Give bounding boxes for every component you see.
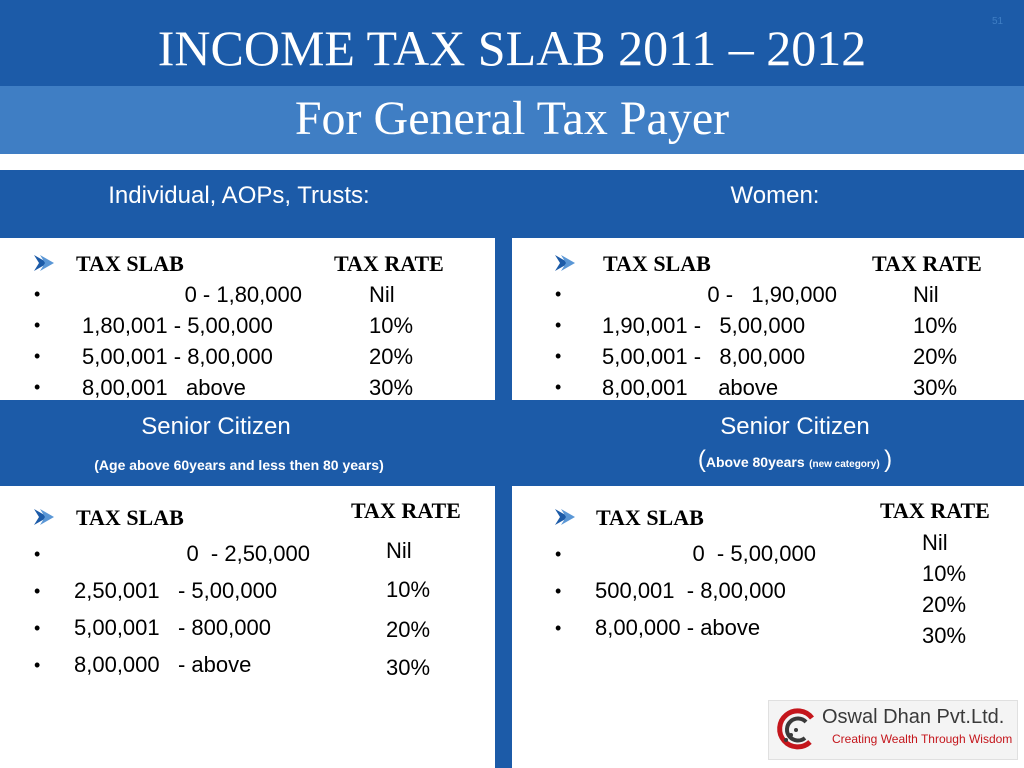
bullet: • bbox=[34, 618, 41, 638]
very-senior-slab-1: 0 - 5,00,000 bbox=[692, 541, 816, 566]
bullet: • bbox=[555, 581, 562, 601]
chevron-right-icon bbox=[555, 254, 579, 272]
individual-rate-2: 10% bbox=[369, 313, 414, 338]
very-senior-rate-1: Nil bbox=[922, 530, 948, 555]
bullet: • bbox=[34, 544, 41, 564]
bullet: • bbox=[34, 377, 41, 397]
chevron-right-icon bbox=[555, 508, 579, 526]
senior-age-note: (Age above 60years and less then 80 years) bbox=[94, 457, 384, 473]
bullet: • bbox=[555, 377, 562, 397]
senior-rate-2: 10% bbox=[386, 577, 431, 602]
bullet: • bbox=[34, 315, 41, 335]
senior-col-slab: TAX SLAB bbox=[76, 505, 184, 530]
individual-slab-2: 1,80,001 - 5,00,000 bbox=[82, 313, 273, 338]
senior-col-rate: TAX RATE bbox=[351, 498, 461, 523]
slide-subtitle: For General Tax Payer bbox=[294, 92, 730, 145]
very-senior-heading: Senior Citizen bbox=[720, 413, 870, 440]
bullet: • bbox=[34, 346, 41, 366]
women-rate-3: 20% bbox=[913, 344, 958, 369]
bullet: • bbox=[34, 284, 41, 304]
individual-col-rate: TAX RATE bbox=[334, 251, 444, 276]
slide-title: INCOME TAX SLAB 2011 – 2012 bbox=[157, 20, 867, 76]
senior-rate-3: 20% bbox=[386, 617, 431, 642]
women-heading: Women: bbox=[730, 182, 820, 209]
women-rate-2: 10% bbox=[913, 313, 958, 338]
bullet: • bbox=[555, 618, 562, 638]
very-senior-rate-2: 10% bbox=[922, 561, 967, 586]
logo-company-name: Oswal Dhan Pvt.Ltd. bbox=[822, 706, 1005, 728]
senior-slab-2: 2,50,001 - 5,00,000 bbox=[74, 578, 278, 603]
senior-heading: Senior Citizen bbox=[141, 413, 291, 440]
very-senior-col-slab: TAX SLAB bbox=[596, 505, 704, 530]
bullet: • bbox=[555, 346, 562, 366]
women-slab-3: 5,00,001 - 8,00,000 bbox=[602, 344, 806, 369]
very-senior-slab-2: 500,001 - 8,00,000 bbox=[595, 578, 786, 603]
header-divider bbox=[0, 154, 1024, 170]
chevron-right-icon bbox=[34, 254, 58, 272]
very-senior-col-rate: TAX RATE bbox=[880, 498, 990, 523]
very-senior-rate-3: 20% bbox=[922, 592, 967, 617]
women-rate-4: 30% bbox=[913, 375, 958, 400]
column-divider bbox=[495, 170, 512, 768]
individual-heading: Individual, AOPs, Trusts: bbox=[108, 182, 370, 209]
very-senior-slab-3: 8,00,000 - above bbox=[595, 615, 761, 640]
note-close-paren: ) bbox=[884, 446, 893, 473]
senior-slab-4: 8,00,000 - above bbox=[74, 652, 252, 677]
bullet: • bbox=[555, 544, 562, 564]
individual-rate-1: Nil bbox=[369, 282, 395, 307]
women-slab-1: 0 - 1,90,000 bbox=[707, 282, 837, 307]
women-slab-4: 8,00,001 above bbox=[602, 375, 779, 400]
note-main: Above 80years bbox=[705, 454, 805, 470]
individual-slab-4: 8,00,001 above bbox=[82, 375, 246, 400]
bullet: • bbox=[555, 315, 562, 335]
bullet: • bbox=[34, 655, 41, 675]
swirl-logo-icon bbox=[774, 704, 818, 752]
chevron-right-icon bbox=[34, 508, 58, 526]
senior-rate-4: 30% bbox=[386, 655, 431, 680]
bullet: • bbox=[555, 284, 562, 304]
women-col-rate: TAX RATE bbox=[872, 251, 982, 276]
women-col-slab: TAX SLAB bbox=[603, 251, 711, 276]
women-rate-1: Nil bbox=[913, 282, 939, 307]
senior-slab-3: 5,00,001 - 800,000 bbox=[74, 615, 271, 640]
individual-slab-1: 0 - 1,80,000 bbox=[184, 282, 302, 307]
women-slab-2: 1,90,001 - 5,00,000 bbox=[602, 313, 806, 338]
slide-number: 51 bbox=[992, 16, 1004, 27]
individual-slab-3: 5,00,001 - 8,00,000 bbox=[82, 344, 273, 369]
note-new-category: (new category) bbox=[809, 459, 880, 470]
very-senior-age-note bbox=[590, 446, 1000, 474]
logo-tagline: Creating Wealth Through Wisdom bbox=[832, 732, 1013, 746]
note-open-paren: ( bbox=[697, 446, 706, 473]
individual-rate-3: 20% bbox=[369, 344, 414, 369]
individual-col-slab: TAX SLAB bbox=[76, 251, 184, 276]
bullet: • bbox=[34, 581, 41, 601]
senior-rate-1: Nil bbox=[386, 538, 412, 563]
individual-rate-4: 30% bbox=[369, 375, 414, 400]
senior-slab-1: 0 - 2,50,000 bbox=[186, 541, 310, 566]
very-senior-rate-4: 30% bbox=[922, 623, 967, 648]
